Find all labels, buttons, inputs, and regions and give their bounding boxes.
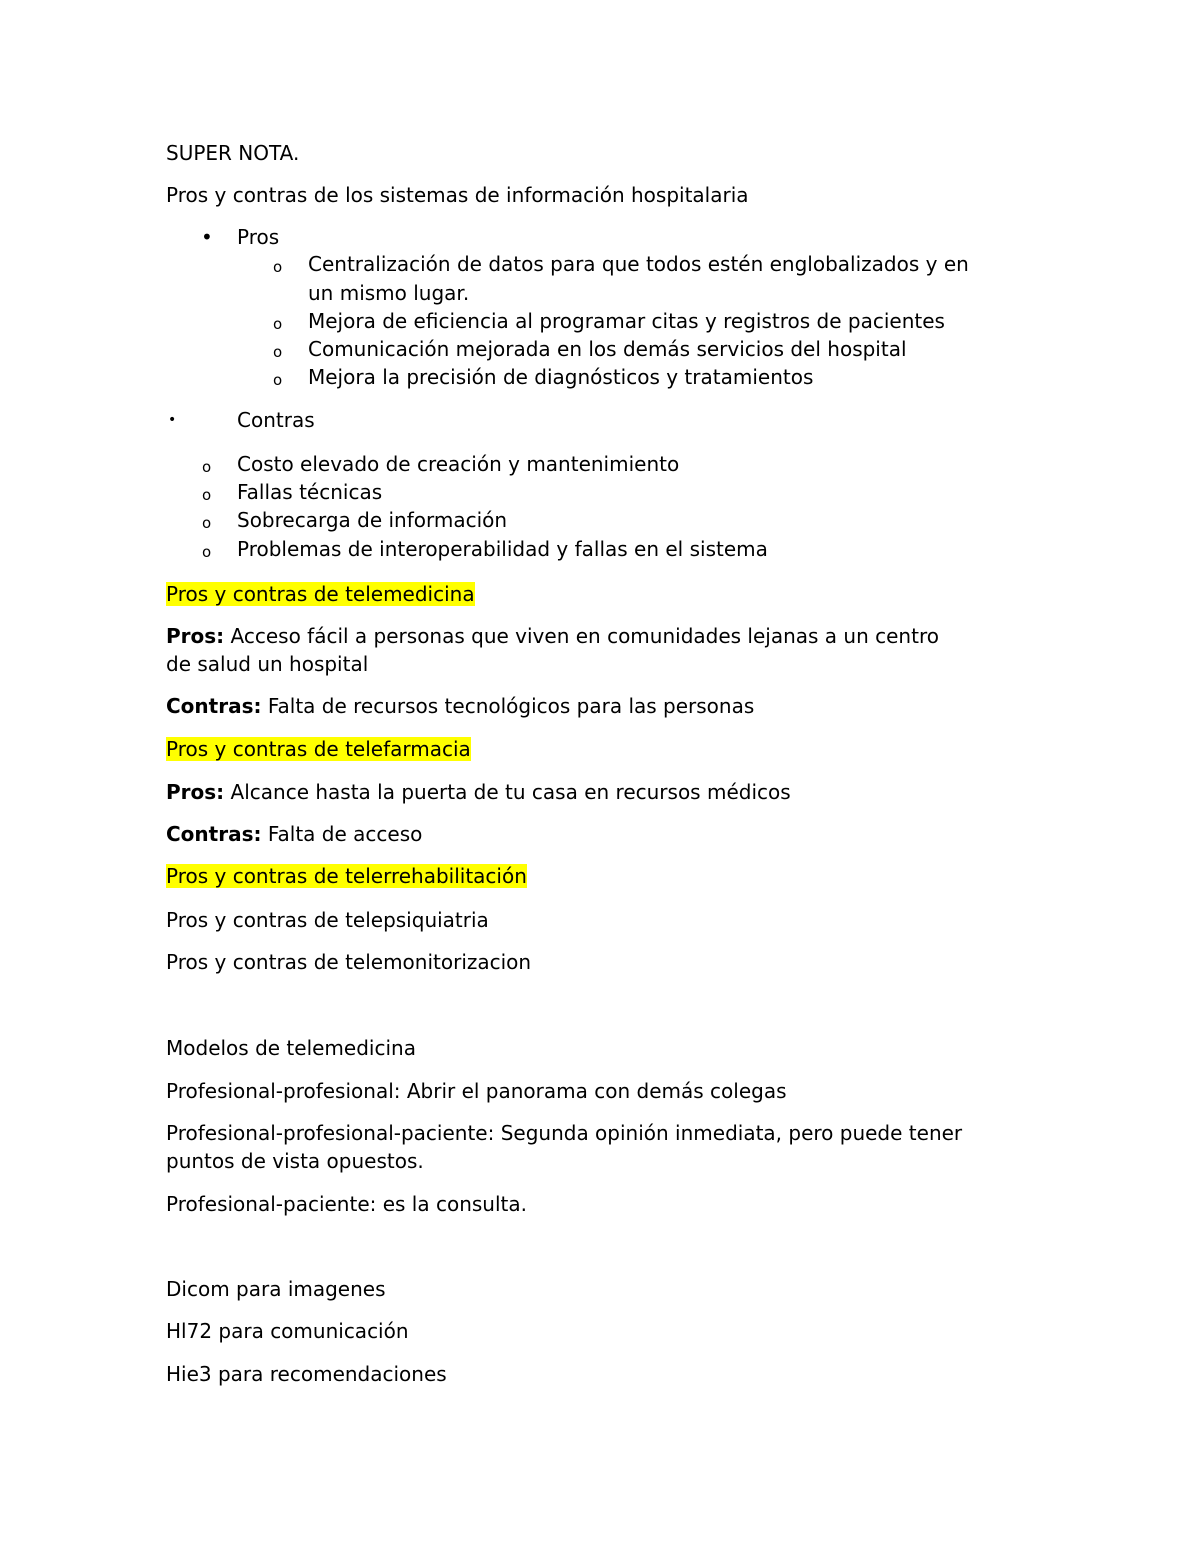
his-pros-label: Pros (237, 225, 280, 249)
standard-item: Hie3 para recomendaciones (166, 1362, 447, 1386)
sub-bullet-icon: o (273, 371, 283, 389)
telemedicina-cons (166, 692, 754, 720)
highlighted-text: Pros y contras de telerrehabilitación (166, 864, 527, 888)
telepsiquiatria-heading: Pros y contras de telepsiquiatria (166, 908, 489, 932)
telemedicina-heading (166, 580, 475, 608)
telefarmacia-pros (166, 778, 791, 806)
bullet-icon: • (201, 225, 213, 249)
his-cons-item: Problemas de interoperabilidad y fallas en el sistema (237, 537, 768, 561)
sub-bullet-icon: o (202, 514, 212, 532)
bullet-icon: • (168, 412, 177, 428)
his-pros-item: Comunicación mejorada en los demás servicios del hospital (308, 337, 907, 361)
sub-bullet-icon: o (273, 315, 283, 333)
cons-text: Falta de recursos tecnológicos para las personas (261, 694, 755, 718)
telemedicina-pros-continuation: de salud un hospital (166, 652, 369, 676)
telemedicina-pros (166, 622, 939, 650)
his-pros-item: Mejora de eficiencia al programar citas y registros de pacientes (308, 309, 945, 333)
highlighted-text: Pros y contras de telemedicina (166, 582, 475, 606)
cons-label: Contras: (166, 694, 262, 718)
pros-text: Acceso fácil a personas que viven en comunidades lejanas a un centro (224, 624, 939, 648)
pros-text: Alcance hasta la puerta de tu casa en recursos médicos (224, 780, 791, 804)
sub-bullet-icon: o (202, 543, 212, 561)
telemonitorizacion-heading: Pros y contras de telemonitorizacion (166, 950, 532, 974)
standard-item: Hl72 para comunicación (166, 1319, 409, 1343)
sub-bullet-icon: o (273, 258, 283, 276)
pros-label: Pros: (166, 780, 225, 804)
his-cons-label: Contras (237, 408, 315, 432)
his-pros-item: Mejora la precisión de diagnósticos y tratamientos (308, 365, 814, 389)
pros-label: Pros: (166, 624, 225, 648)
sub-bullet-icon: o (202, 486, 212, 504)
telefarmacia-heading (166, 735, 471, 763)
cons-text: Falta de acceso (261, 822, 423, 846)
highlighted-text: Pros y contras de telefarmacia (166, 737, 471, 761)
his-cons-item: Costo elevado de creación y mantenimiento (237, 452, 680, 476)
sub-bullet-icon: o (273, 343, 283, 361)
modelos-heading: Modelos de telemedicina (166, 1036, 416, 1060)
modelo-item: Profesional-paciente: es la consulta. (166, 1192, 527, 1216)
his-pros-item: Centralización de datos para que todos estén englobalizados y en (308, 252, 969, 276)
modelo-item-continuation: puntos de vista opuestos. (166, 1149, 424, 1173)
cons-label: Contras: (166, 822, 262, 846)
standard-item: Dicom para imagenes (166, 1277, 386, 1301)
his-pros-item-continuation: un mismo lugar. (308, 281, 470, 305)
his-heading: Pros y contras de los sistemas de información hospitalaria (166, 183, 749, 207)
his-cons-item: Sobrecarga de información (237, 508, 508, 532)
his-cons-item: Fallas técnicas (237, 480, 383, 504)
sub-bullet-icon: o (202, 458, 212, 476)
telefarmacia-cons (166, 820, 422, 848)
document-title: SUPER NOTA. (166, 141, 300, 165)
modelo-item: Profesional-profesional: Abrir el panorama con demás colegas (166, 1079, 787, 1103)
modelo-item: Profesional-profesional-paciente: Segunda opinión inmediata, pero puede tener (166, 1121, 963, 1145)
telerrehabilitacion-heading (166, 862, 527, 890)
